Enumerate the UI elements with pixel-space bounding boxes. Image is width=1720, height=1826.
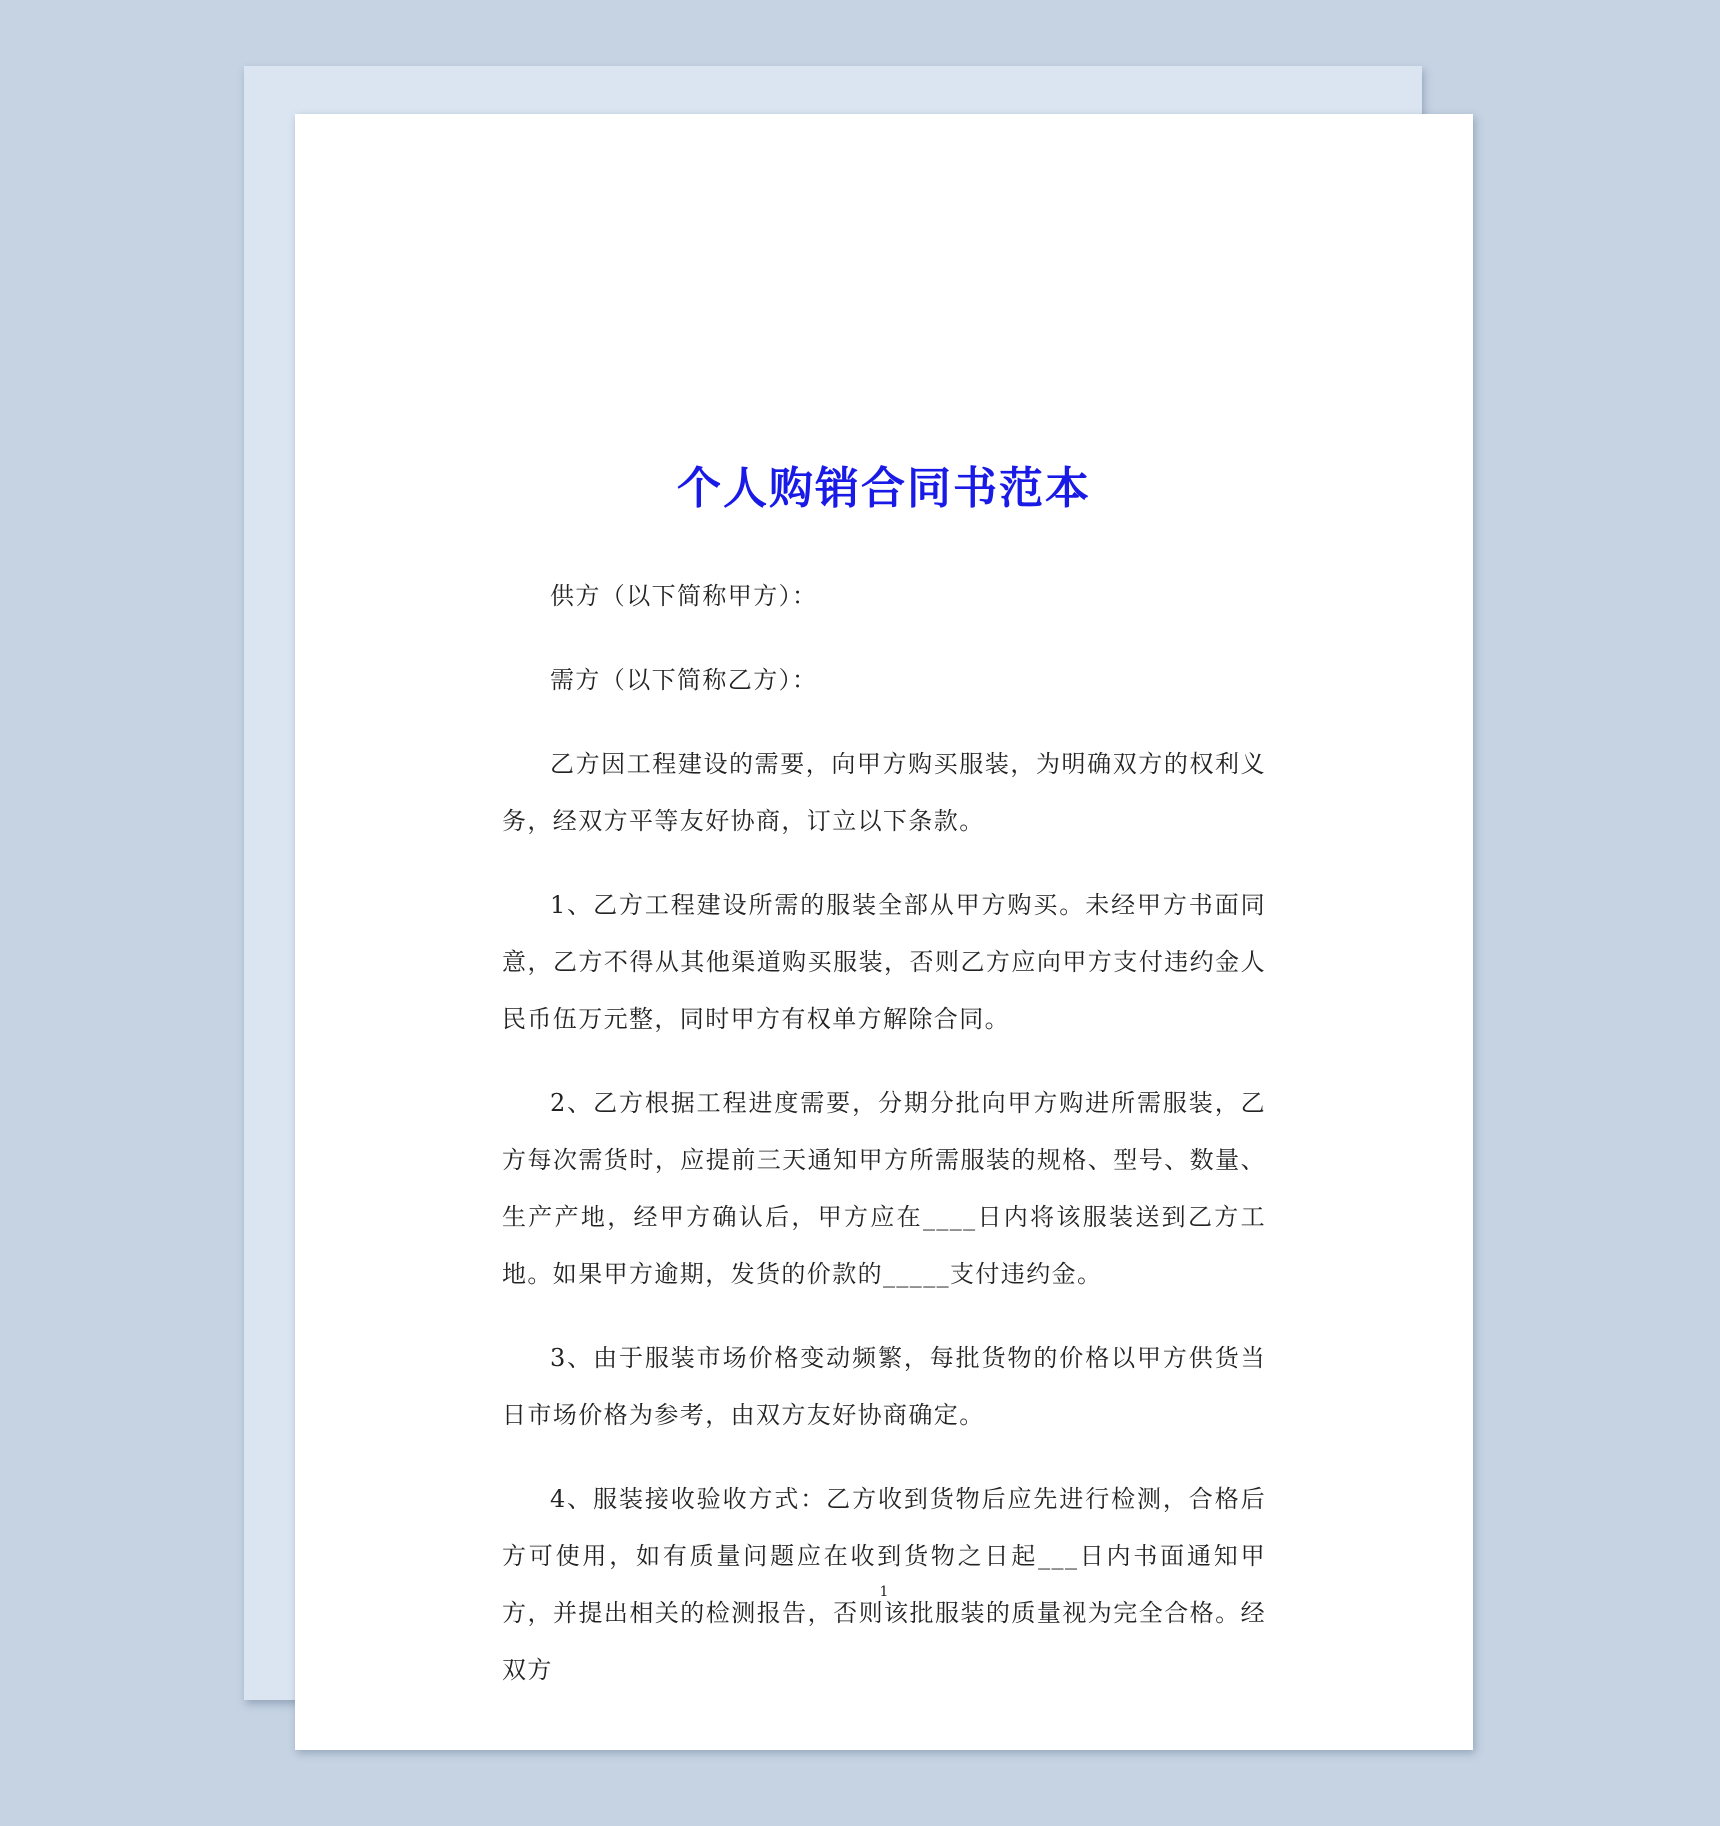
clause-2: 2、乙方根据工程进度需要，分期分批向甲方购进所需服装，乙方每次需货时，应提前三天通知甲方所需服装的规格、型号、数量、生产产地，经甲方确认后，甲方应在____日内将该服装送到乙方工地。如果甲方逾期，发货的价款的_____支付违约金。 (502, 1089, 1266, 1288)
document-title: 个人购销合同书范本 (677, 463, 1091, 514)
document-page (295, 114, 1473, 1750)
clause-3: 3、由于服装市场价格变动频繁，每批货物的价格以甲方供货当日市场价格为参考，由双方友好协商确定。 (502, 1344, 1266, 1429)
clause-4: 4、服装接收验收方式：乙方收到货物后应先进行检测，合格后方可使用，如有质量问题应在收到货物之日起___日内书面通知甲方，并提出相关的检测报告，否则该批服装的质量视为完全合格。经双方 (502, 1485, 1266, 1684)
document-body (502, 568, 1266, 1726)
page-number: 1 (879, 1584, 889, 1600)
supplier-line: 供方（以下简称甲方）： (550, 582, 818, 610)
clause-1: 1、乙方工程建设所需的服装全部从甲方购买。未经甲方书面同意，乙方不得从其他渠道购买服装，否则乙方应向甲方支付违约金人民币伍万元整，同时甲方有权单方解除合同。 (502, 891, 1266, 1033)
preamble-paragraph: 乙方因工程建设的需要，向甲方购买服装，为明确双方的权利义务，经双方平等友好协商，订立以下条款。 (502, 750, 1266, 835)
buyer-line: 需方（以下简称乙方）： (550, 666, 818, 694)
